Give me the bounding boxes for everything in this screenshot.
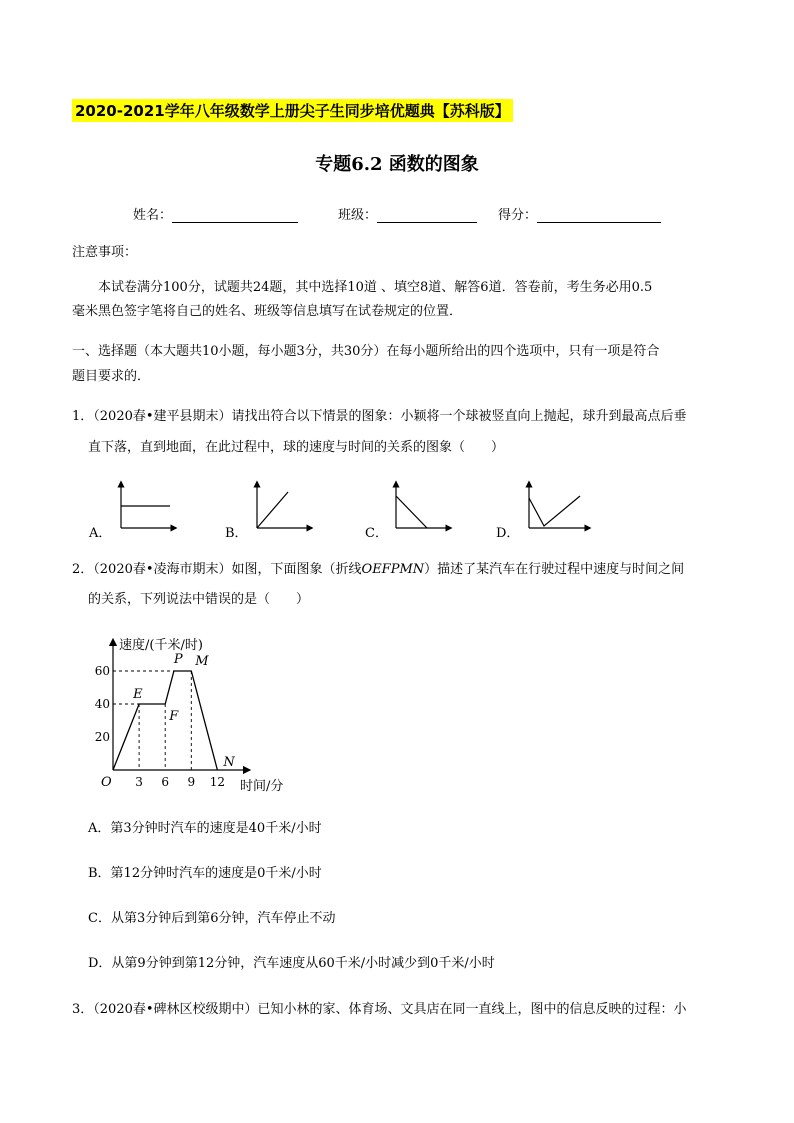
q2-option-d[interactable]: D．从第9分钟到第12分钟，汽车速度从60千米/小时减少到0千米/小时 <box>88 956 495 971</box>
q1-option-a-label[interactable]: A． <box>89 526 112 541</box>
point-label: M <box>195 654 209 669</box>
q1-option-b-label[interactable]: B． <box>225 526 248 541</box>
point-label: P <box>173 652 183 667</box>
x-tick-label: 3 <box>135 775 143 789</box>
q2-line1-post: ）描述了某汽车在行驶过程中速度与时间之间 <box>424 562 685 577</box>
class-label: 班级： <box>338 208 378 223</box>
name-label: 姓名： <box>133 208 173 223</box>
name-blank[interactable] <box>172 208 298 223</box>
class-blank[interactable] <box>377 208 477 223</box>
graph-line <box>396 496 427 528</box>
series-line <box>113 671 217 770</box>
q1-option-c-graph[interactable] <box>387 478 453 536</box>
q2-option-b[interactable]: B．第12分钟时汽车的速度是0千米/小时 <box>88 866 322 881</box>
q1-option-d-graph[interactable] <box>520 478 592 536</box>
q2-line1 <box>72 558 722 582</box>
graph-line <box>257 492 288 528</box>
section1-line1: 一、选择题（本大题共10小题，每小题3分，共30分）在每小题所给出的四个选项中，只有一项是符合 <box>72 344 660 359</box>
q1-line2: 直下落，直到地面，在此过程中，球的速度与时间的关系的图象（ ） <box>88 440 505 455</box>
section1-line2: 题目要求的． <box>72 369 151 384</box>
chart-xlabel: 时间/分 <box>240 779 284 794</box>
y-tick-label: 40 <box>95 697 110 711</box>
q1-line1: 1．（2020春•建平县期末）请找出符合以下情景的图象：小颖将一个球被竖直向上抛起，球升到最高点后垂 <box>72 409 687 424</box>
class-field[interactable] <box>338 204 477 223</box>
point-label: O <box>101 775 112 790</box>
y-tick-label: 20 <box>95 730 110 744</box>
page-title: 专题6.2 函数的图象 <box>315 154 479 175</box>
header-banner: 2020-2021学年八年级数学上册尖子生同步培优题典【苏科版】 <box>72 99 513 122</box>
chart-ylabel: 速度/(千米/时) <box>119 638 203 653</box>
q2-option-c[interactable]: C．从第3分钟后到第6分钟，汽车停止不动 <box>88 911 336 926</box>
notes-line2: 毫米黑色签字笔将自己的姓名、班级等信息填写在试卷规定的位置． <box>72 304 463 319</box>
graph-line <box>529 496 580 526</box>
q1-option-c-label[interactable]: C． <box>365 526 388 541</box>
score-field[interactable] <box>498 204 661 223</box>
q3-line1: 3．（2020春•碑林区校级期中）已知小林的家、体育场、文具店在同一直线上，图中的信息反映的过程：小 <box>72 1002 687 1017</box>
y-tick-label: 60 <box>95 664 110 678</box>
point-label: N <box>223 755 235 770</box>
q2-line1-italic: OEFPMN <box>361 562 425 577</box>
x-tick-label: 9 <box>187 775 196 789</box>
point-label: E <box>133 687 143 702</box>
x-tick-label: 6 <box>161 775 170 789</box>
q2-option-a[interactable]: A．第3分钟时汽车的速度是40千米/小时 <box>88 821 322 836</box>
q2-line1-pre: 2．（2020春•凌海市期末）如图，下面图象（折线 <box>72 562 362 577</box>
notes-heading: 注意事项： <box>72 245 138 260</box>
q2-speed-time-chart <box>95 628 305 800</box>
score-blank[interactable] <box>537 208 661 223</box>
point-label: F <box>169 709 179 724</box>
q1-option-b-graph[interactable] <box>248 478 314 536</box>
q1-option-a-graph[interactable] <box>112 478 178 536</box>
name-field[interactable] <box>133 204 298 223</box>
notes-line1: 本试卷满分100分，试题共24题，其中选择10道 、填空8道、解答6道．答卷前，考生务必用0.5 <box>98 280 653 295</box>
x-tick-label: 12 <box>209 775 226 789</box>
score-label: 得分： <box>498 208 538 223</box>
q1-option-d-label[interactable]: D． <box>496 526 520 541</box>
q2-line2: 的关系，下列说法中错误的是（ ） <box>88 592 310 607</box>
